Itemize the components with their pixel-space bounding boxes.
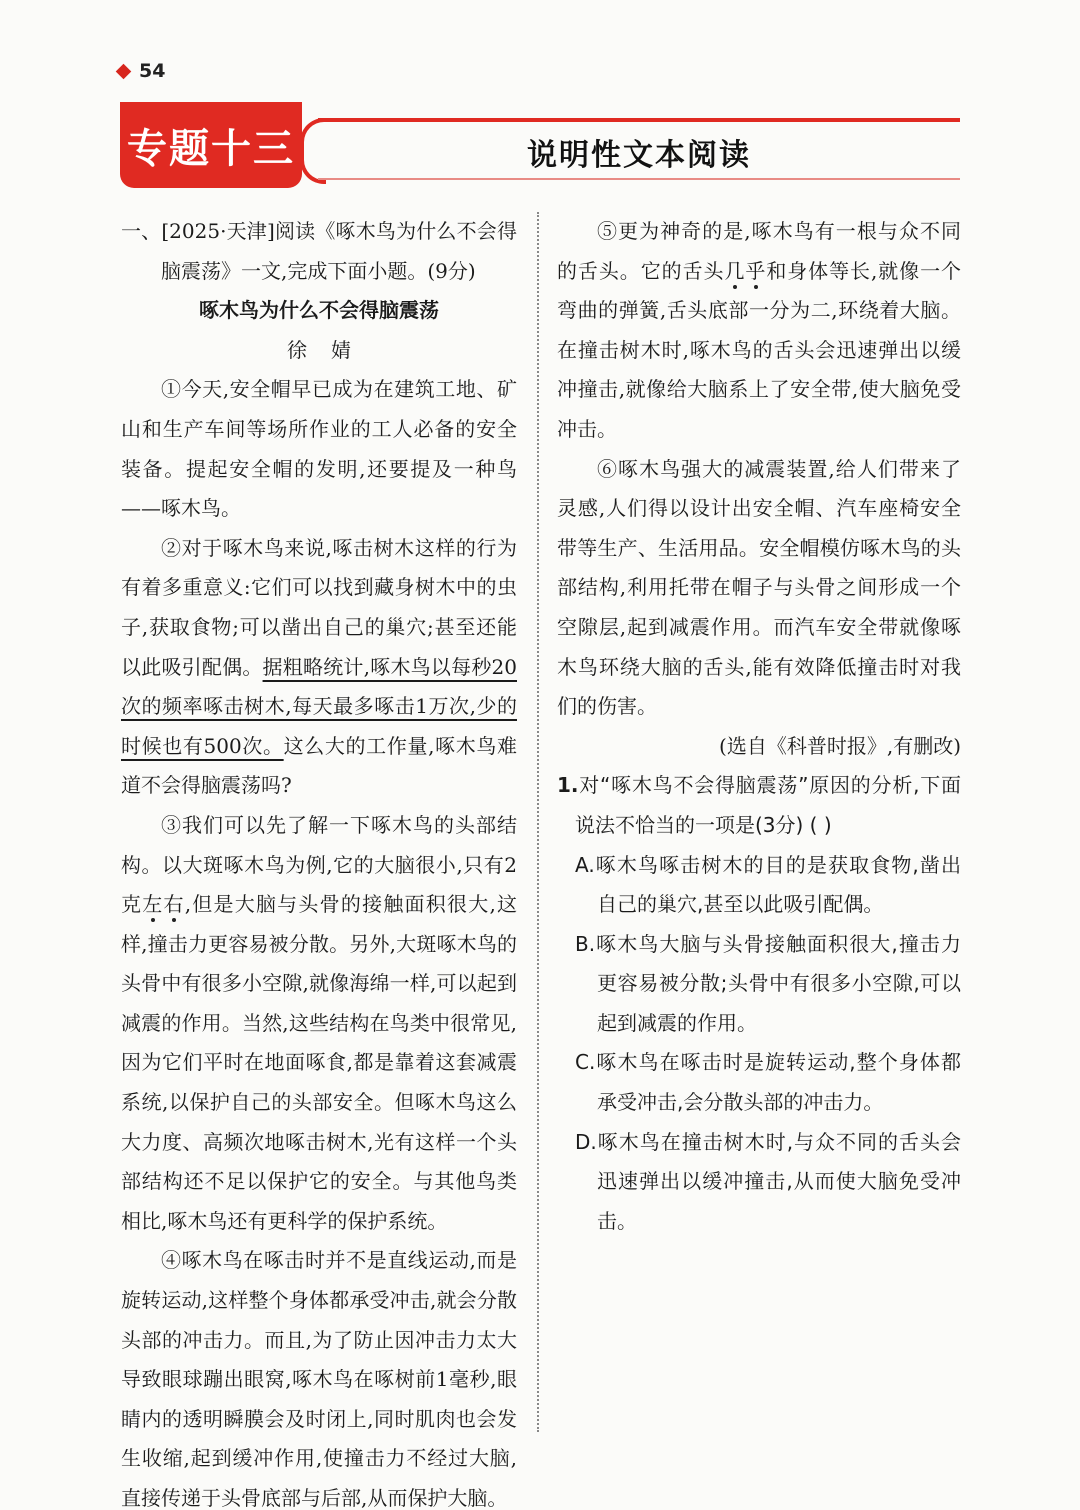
header-rule-top <box>318 118 960 122</box>
article-title: 啄木鸟为什么不会得脑震荡 <box>199 298 439 323</box>
paragraph-3: ③我们可以先了解一下啄木鸟的头部结构。以大斑啄木鸟为例,它的大脑很小,只有2克左右,但是大脑与头骨的接触面积很大,这样,撞击力更容易被分散。另外,大斑啄木鸟的头骨中有很多小空隙,就像海绵一样,可以起到减震的作用。当然,这些结构在鸟类中很常见,因为它们平时在地面啄食,都是靠着这套减震系统,以保护自己的头部安全。但啄木鸟这么大力度、高频次地啄击树木,光有这样一个头部结构还不足以保护它的安全。与其他鸟类相比,啄木鸟还有更科学的保护系统。 <box>121 812 518 1233</box>
paragraph-1: ①今天,安全帽早已成为在建筑工地、矿山和生产车间等场所作业的工人必备的安全装备。提起安全帽的发明,还要提及一种鸟——啄木鸟。 <box>121 377 517 521</box>
paragraph-2: ②对于啄木鸟来说,啄击树木这样的行为有着多重意义:它们可以找到藏身树木中的虫子,获取食物;可以凿出自己的巢穴;甚至还能以此吸引配偶。据粗略统计,啄木鸟以每秒20次的频率啄击树木,每天最多啄击1万次,少的时候也有500次。这么大的工作量,啄木鸟难道不会得脑震荡吗? <box>121 535 517 798</box>
topic-title: 说明性文本阅读 <box>527 138 751 173</box>
emphasis-char: 右 <box>163 892 185 917</box>
emphasis-char: 几 <box>724 258 746 283</box>
diamond-icon <box>116 63 132 79</box>
emphasis-char: 左 <box>142 892 164 917</box>
right-column <box>557 212 961 1241</box>
left-column <box>121 212 517 1510</box>
header-rule-bottom <box>318 178 960 180</box>
column-divider <box>537 212 539 1432</box>
option-a: A.啄木鸟啄击树木的目的是获取食物,凿出自己的巢穴,甚至以此吸引配偶。 <box>575 852 961 917</box>
paragraph-5: ⑤更为神奇的是,啄木鸟有一根与众不同的舌头。它的舌头几乎和身体等长,就像一个弯曲的弹簧,舌头底部一分为二,环绕着大脑。在撞击树木时,啄木鸟的舌头会迅速弹出以缓冲撞击,就像给大脑系上了安全带,使大脑免受冲击。 <box>557 219 962 441</box>
page-number <box>118 60 165 82</box>
section-heading: 一、[2025·天津]阅读《啄木鸟为什么不会得脑震荡》一文,完成下面小题。(9分) <box>121 219 517 283</box>
underlined-sentence: 据粗略统计,啄木鸟以每秒20次的频率啄击树木,每天最多啄击1万次,少的时候也有500次。 <box>121 654 517 758</box>
option-c: C.啄木鸟在啄击时是旋转运动,整个身体都承受冲击,会分散头部的冲击力。 <box>575 1050 961 1115</box>
paragraph-4: ④啄木鸟在啄击时并不是直线运动,而是旋转运动,这样整个身体都承受冲击,就会分散头部的冲击力。而且,为了防止因冲击力太大导致眼球蹦出眼窝,啄木鸟在啄树前1毫秒,眼睛内的透明瞬膜会及时闭上,同时肌肉也会发生收缩,起到缓冲作用,使撞击力不经过大脑,直接传递于头骨底部与后部,从而保护大脑。 <box>121 1248 517 1510</box>
paragraph-6: ⑥啄木鸟强大的减震装置,给人们带来了灵感,人们得以设计出安全帽、汽车座椅安全带等生产、生活用品。安全帽模仿啄木鸟的头部结构,利用托带在帽子与头骨之间形成一个空隙层,起到减震作用。而汽车安全带就像啄木鸟环绕大脑的舌头,能有效降低撞击时对我们的伤害。 <box>557 456 961 719</box>
source-note: (选自《科普时报》,有删改) <box>719 733 961 758</box>
question-1-stem: 1.对“啄木鸟不会得脑震荡”原因的分析,下面说法不恰当的一项是(3分) ( ) <box>557 773 961 837</box>
page-number-text: 54 <box>139 60 166 82</box>
option-d: D.啄木鸟在撞击树木时,与众不同的舌头会迅速弹出以缓冲撞击,从而使大脑免受冲击。 <box>575 1129 961 1233</box>
option-b: B.啄木鸟大脑与头骨接触面积很大,撞击力更容易被分散;头骨中有很多小空隙,可以起到减震的作用。 <box>575 931 961 1035</box>
article-author: 徐婧 <box>287 337 375 362</box>
topic-tag: 专题十三 <box>120 102 302 188</box>
emphasis-char: 乎 <box>745 258 767 283</box>
